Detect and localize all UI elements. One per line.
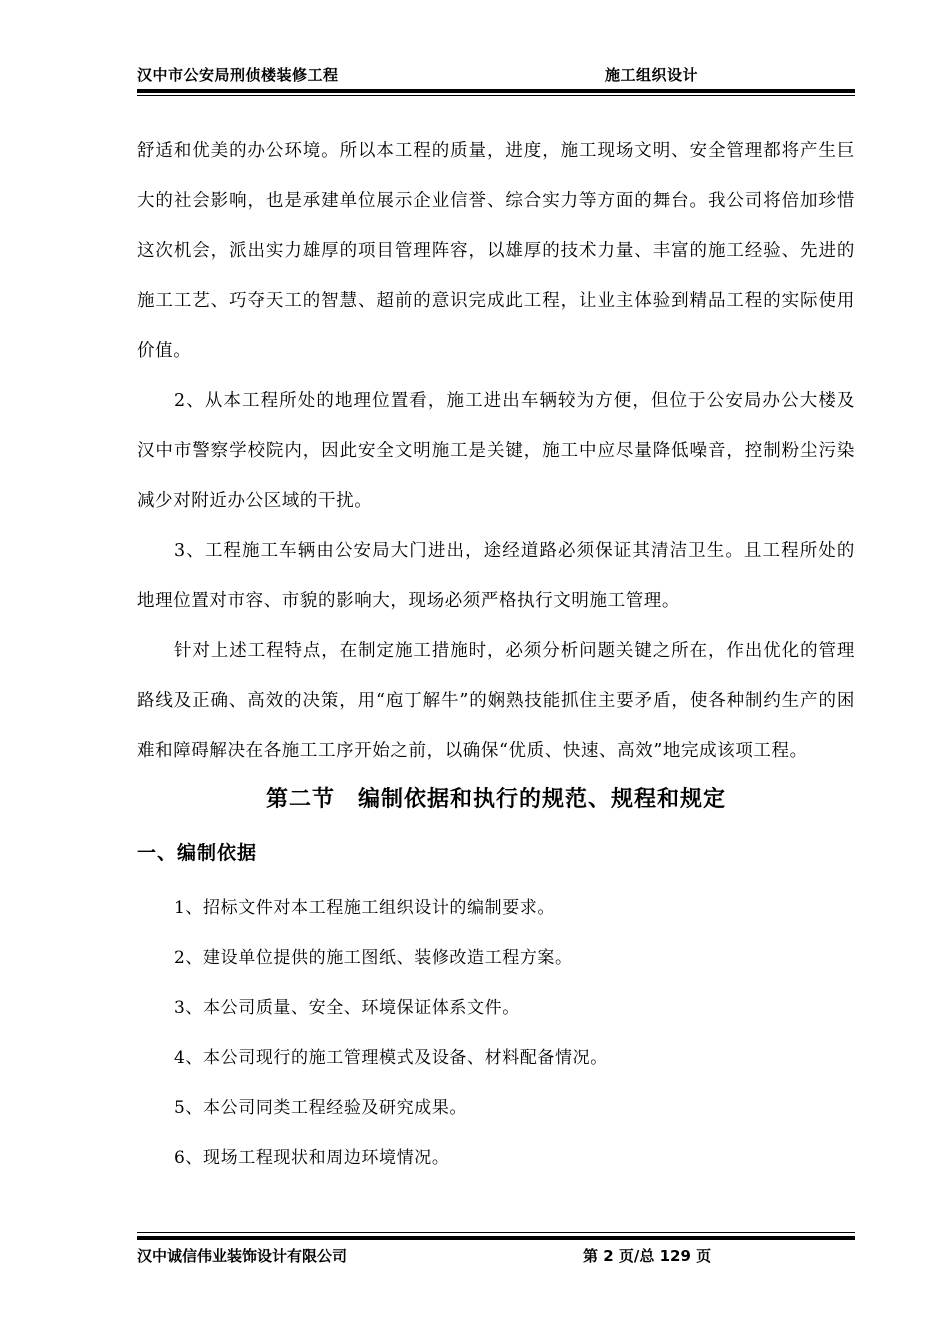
paragraph-summary: 针对上述工程特点，在制定施工措施时，必须分析问题关键之所在，作出优化的管理路线及正确、高效的决策，用“庖丁解牛”的娴熟技能抓住主要矛盾，使各种制约生产的困难和障碍解决在各施工工序开始之前，以确保“优质、快速、高效”地完成该项工程。 xyxy=(137,641,855,761)
list-item: 1、招标文件对本工程施工组织设计的编制要求。 xyxy=(174,898,556,918)
footer-page-number: 第 2 页/总 129 页 xyxy=(583,1247,712,1265)
footer-rule-thin xyxy=(137,1232,855,1233)
footer-rule-thick xyxy=(137,1236,855,1240)
list-item: 4、本公司现行的施工管理模式及设备、材料配备情况。 xyxy=(174,1048,608,1068)
paragraph-item-2: 2、从本工程所处的地理位置看，施工进出车辆较为方便，但位于公安局办公大楼及汉中市警察学校院内，因此安全文明施工是关键，施工中应尽量降低噪音，控制粉尘污染减少对附近办公区域的干扰。 xyxy=(137,391,855,511)
page-header xyxy=(137,62,855,92)
footer-company-name: 汉中诚信伟业装饰设计有限公司 xyxy=(137,1247,348,1265)
body-text xyxy=(137,126,855,776)
paragraph-item-3: 3、工程施工车辆由公安局大门进出，途经道路必须保证其清洁卫生。且工程所处的地理位置对市容、市貌的影响大，现场必须严格执行文明施工管理。 xyxy=(137,541,855,611)
list-item: 5、本公司同类工程经验及研究成果。 xyxy=(174,1098,468,1118)
subsection-title: 一、编制依据 xyxy=(137,842,258,864)
paragraph-continuation: 舒适和优美的办公环境。所以本工程的质量，进度，施工现场文明、安全管理都将产生巨大的社会影响，也是承建单位展示企业信誉、综合实力等方面的舞台。我公司将倍加珍惜这次机会，派出实力雄厚的项目管理阵容，以雄厚的技术力量、丰富的施工经验、先进的施工工艺、巧夺天工的智慧、超前的意识完成此工程，让业主体验到精品工程的实际使用价值。 xyxy=(137,141,855,361)
list-item: 2、建设单位提供的施工图纸、装修改造工程方案。 xyxy=(174,948,573,968)
header-rule-thin xyxy=(137,95,855,96)
list-item: 6、现场工程现状和周边环境情况。 xyxy=(174,1148,450,1168)
basis-list xyxy=(174,883,854,1183)
header-rule-thick xyxy=(137,89,855,93)
section-title: 第二节 编制依据和执行的规范、规程和规定 xyxy=(265,787,726,812)
header-project-name: 汉中市公安局刑侦楼装修工程 xyxy=(137,66,339,84)
list-item: 3、本公司质量、安全、环境保证体系文件。 xyxy=(174,998,520,1018)
header-document-type: 施工组织设计 xyxy=(605,66,699,84)
